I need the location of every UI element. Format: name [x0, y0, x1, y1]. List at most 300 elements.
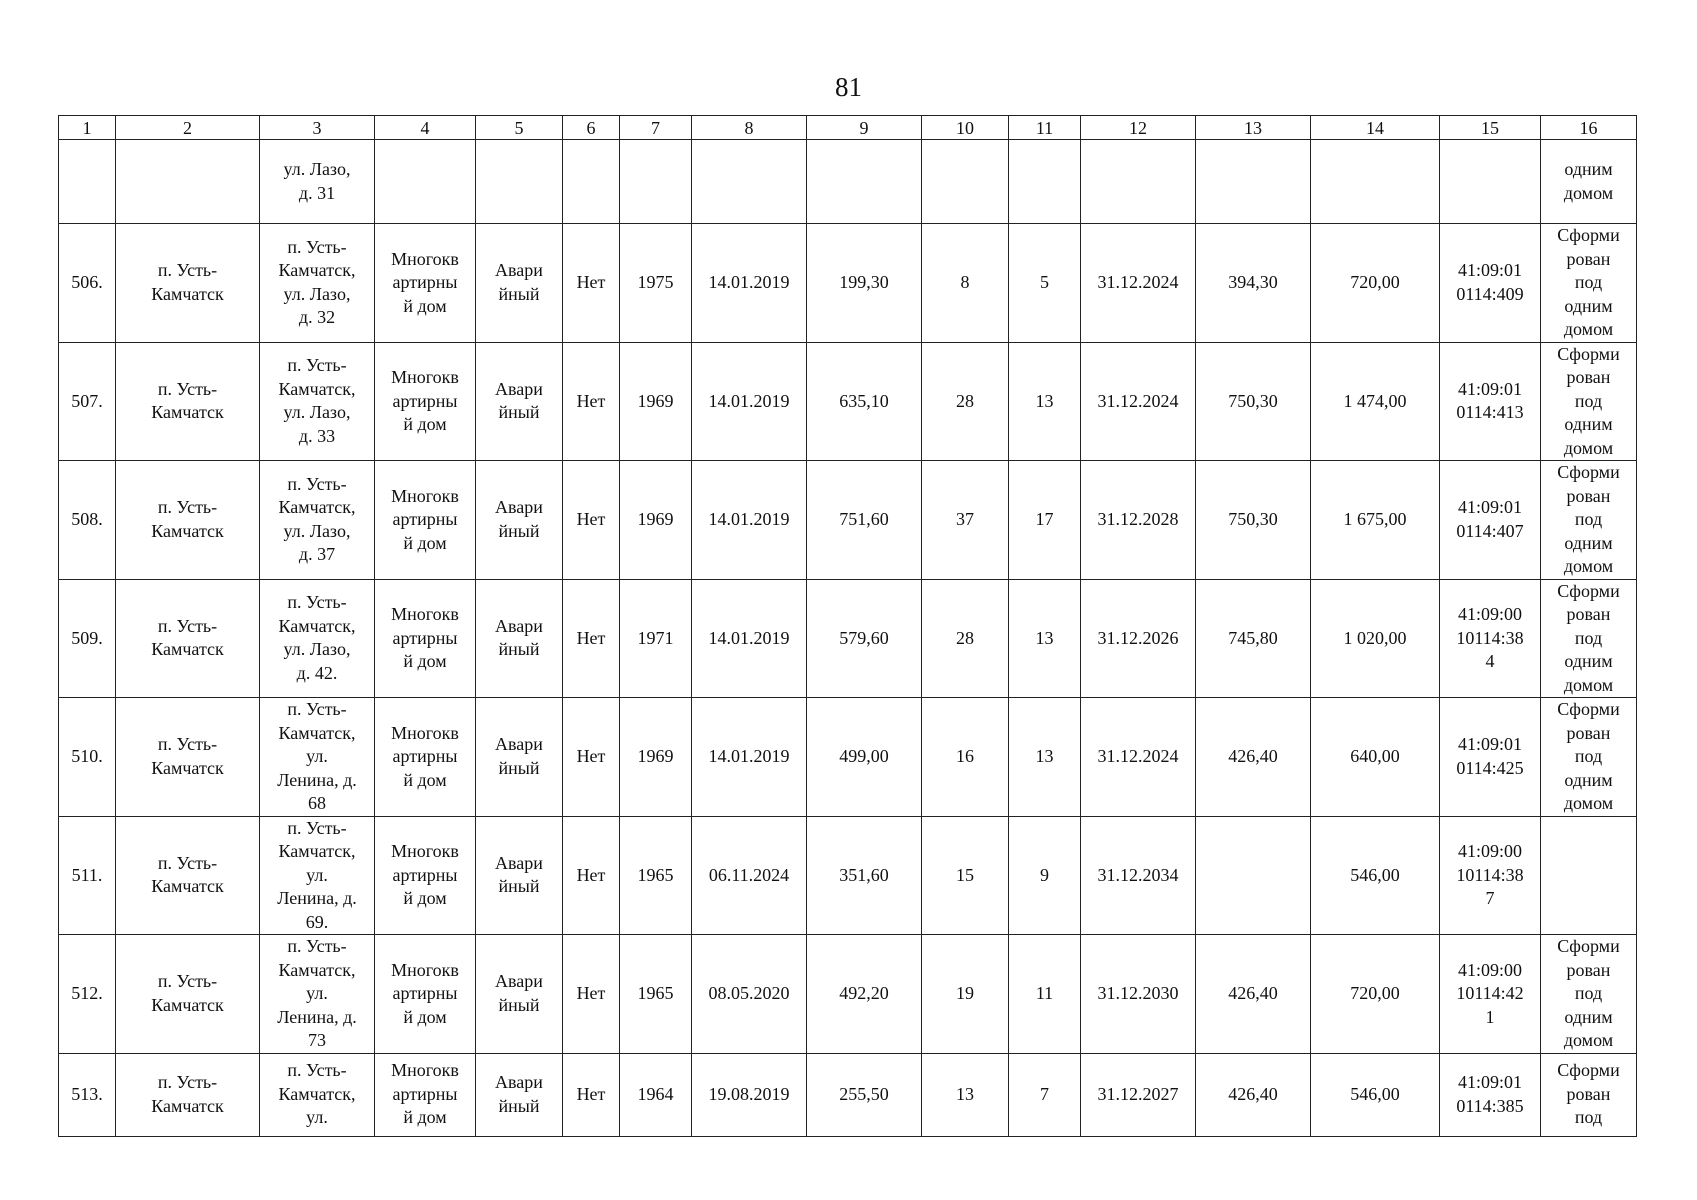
row-number-cell [59, 698, 116, 817]
building-type-text: Многокв артирны й дом [391, 604, 459, 671]
note-cell [1541, 140, 1637, 224]
area-text: 635,10 [839, 390, 889, 411]
residents-text: 37 [956, 509, 974, 529]
cadastral-number-cell [1440, 935, 1541, 1054]
note-cell [1541, 461, 1637, 580]
year-built-text: 1975 [637, 272, 674, 292]
column-13-text: 426,40 [1228, 746, 1278, 766]
column-14-cell [1311, 816, 1440, 935]
building-type-cell [375, 935, 476, 1054]
settlement-text: п. Усть- Камчатск [151, 615, 224, 660]
cadastral-number-text: 41:09:01 0114:409 [1456, 260, 1524, 304]
column-header: 13 [1196, 116, 1311, 140]
column-header: 10 [922, 116, 1009, 140]
recognition-date-text: 14.01.2019 [708, 390, 790, 411]
area-cell [807, 224, 922, 343]
empty-cell [1081, 140, 1196, 224]
empty-cell [59, 140, 116, 224]
column-header: 12 [1081, 116, 1196, 140]
cadastral-number-text: 41:09:00 10114:42 1 [1456, 959, 1524, 1027]
column-header: 6 [563, 116, 620, 140]
flag-text: Нет [576, 627, 606, 648]
flag-text: Нет [576, 746, 606, 766]
condition-text: Авари йный [495, 734, 543, 778]
units-cell [1009, 935, 1081, 1054]
column-13-text: 394,30 [1228, 272, 1278, 292]
year-built-text: 1969 [637, 390, 674, 411]
deadline-text: 31.12.2024 [1097, 272, 1179, 292]
note-cell [1541, 1053, 1637, 1136]
residents-cell [922, 342, 1009, 461]
note-text: Сформи рован под [1557, 1060, 1620, 1128]
area-cell [807, 342, 922, 461]
recognition-date-cell [692, 461, 807, 580]
flag-text: Нет [576, 390, 606, 411]
column-13-cell [1196, 342, 1311, 461]
settlement-text: п. Усть- Камчатск [151, 852, 224, 897]
residents-text: 8 [960, 272, 970, 292]
deadline-cell [1081, 224, 1196, 343]
row-number-cell [59, 816, 116, 935]
column-header: 7 [620, 116, 692, 140]
building-type-text: Многокв артирны й дом [391, 841, 459, 908]
column-14-cell [1311, 1053, 1440, 1136]
units-cell [1009, 816, 1081, 935]
deadline-text: 31.12.2030 [1097, 983, 1179, 1003]
note-cell [1541, 342, 1637, 461]
address-text: п. Усть- Камчатск, ул. Ленина, д. 73 [277, 936, 357, 1050]
area-text: 751,60 [839, 509, 889, 529]
column-14-text: 1 675,00 [1343, 509, 1407, 529]
column-13-cell [1196, 698, 1311, 817]
note-cell [1541, 698, 1637, 817]
building-type-text: Многокв артирны й дом [391, 1060, 459, 1128]
units-text: 5 [1040, 272, 1049, 292]
column-13-cell [1196, 935, 1311, 1054]
settlement-cell [116, 816, 260, 935]
recognition-date-cell [692, 579, 807, 698]
year-built-cell [620, 698, 692, 817]
row-number-text: 507. [71, 390, 103, 411]
cadastral-number-cell [1440, 579, 1541, 698]
residents-cell [922, 461, 1009, 580]
building-type-cell [375, 342, 476, 461]
cadastral-number-text: 41:09:01 0114:385 [1456, 1072, 1524, 1116]
deadline-text: 31.12.2024 [1097, 746, 1179, 766]
cadastral-number-text: 41:09:01 0114:425 [1456, 734, 1524, 778]
empty-cell [1009, 140, 1081, 224]
units-text: 13 [1035, 627, 1054, 648]
condition-cell [476, 461, 563, 580]
recognition-date-text: 14.01.2019 [708, 272, 790, 292]
recognition-date-text: 14.01.2019 [708, 509, 790, 529]
address-cell [260, 1053, 375, 1136]
address-cell [260, 461, 375, 580]
column-14-text: 720,00 [1350, 272, 1400, 292]
page-number: 81 [835, 72, 862, 102]
area-cell [807, 816, 922, 935]
row-number-cell [59, 935, 116, 1054]
deadline-text: 31.12.2028 [1097, 509, 1179, 529]
address-text: п. Усть- Камчатск, ул. Лазо, д. 37 [278, 473, 356, 565]
units-cell [1009, 342, 1081, 461]
residents-cell [922, 698, 1009, 817]
flag-cell [563, 1053, 620, 1136]
settlement-cell [116, 342, 260, 461]
cadastral-number-cell [1440, 342, 1541, 461]
units-text: 17 [1035, 509, 1054, 529]
address-text: п. Усть- Камчатск, ул. Лазо, д. 33 [278, 355, 356, 446]
settlement-cell [116, 579, 260, 698]
year-built-text: 1965 [637, 864, 674, 885]
units-cell [1009, 698, 1081, 817]
year-built-cell [620, 579, 692, 698]
condition-text: Авари йный [495, 615, 543, 660]
year-built-cell [620, 816, 692, 935]
flag-cell [563, 342, 620, 461]
empty-cell [807, 140, 922, 224]
column-14-text: 1 474,00 [1343, 390, 1407, 411]
recognition-date-cell [692, 816, 807, 935]
address-cell [260, 140, 375, 224]
residents-text: 16 [956, 746, 974, 766]
flag-cell [563, 461, 620, 580]
cadastral-number-text: 41:09:01 0114:413 [1456, 378, 1524, 423]
area-cell [807, 461, 922, 580]
note-cell [1541, 816, 1637, 935]
address-cell [260, 816, 375, 935]
flag-text: Нет [576, 864, 606, 885]
address-text: п. Усть- Камчатск, ул. Ленина, д. 68 [277, 699, 357, 813]
condition-cell [476, 1053, 563, 1136]
year-built-text: 1971 [637, 627, 674, 648]
area-cell [807, 935, 922, 1054]
flag-text: Нет [576, 1083, 606, 1104]
area-text: 351,60 [839, 864, 889, 885]
empty-cell [375, 140, 476, 224]
row-number-text: 511. [71, 864, 103, 885]
area-cell [807, 579, 922, 698]
empty-cell [563, 140, 620, 224]
column-14-cell [1311, 461, 1440, 580]
building-type-text: Многокв артирны й дом [391, 959, 459, 1027]
note-text: Сформи рован под одним домом [1557, 580, 1620, 695]
note-cell [1541, 224, 1637, 343]
recognition-date-cell [692, 224, 807, 343]
column-header: 14 [1311, 116, 1440, 140]
column-14-text: 1 020,00 [1343, 627, 1407, 648]
column-13-text: 750,30 [1228, 509, 1278, 529]
cadastral-number-cell [1440, 461, 1541, 580]
column-header: 16 [1541, 116, 1637, 140]
column-header: 15 [1440, 116, 1541, 140]
recognition-date-text: 19.08.2019 [708, 1083, 790, 1104]
building-type-cell [375, 461, 476, 580]
units-text: 7 [1040, 1083, 1049, 1104]
condition-text: Авари йный [495, 852, 543, 897]
address-cell [260, 342, 375, 461]
flag-cell [563, 816, 620, 935]
column-header: 3 [260, 116, 375, 140]
recognition-date-text: 14.01.2019 [708, 746, 790, 766]
settlement-cell [116, 461, 260, 580]
area-text: 492,20 [839, 983, 889, 1003]
condition-text: Авари йный [495, 497, 543, 541]
building-type-cell [375, 698, 476, 817]
year-built-cell [620, 1053, 692, 1136]
settlement-text: п. Усть- Камчатск [151, 378, 224, 423]
column-13-text: 426,40 [1228, 983, 1278, 1003]
condition-text: Авари йный [495, 378, 543, 423]
deadline-text: 31.12.2024 [1097, 390, 1179, 411]
table-row [59, 935, 1637, 1054]
row-number-cell [59, 1053, 116, 1136]
units-text: 13 [1035, 746, 1054, 766]
column-13-text: 426,40 [1228, 1083, 1278, 1104]
year-built-text: 1965 [637, 983, 674, 1003]
units-cell [1009, 461, 1081, 580]
column-number-row [59, 116, 1637, 140]
settlement-text: п. Усть- Камчатск [151, 971, 224, 1015]
flag-cell [563, 224, 620, 343]
flag-cell [563, 698, 620, 817]
residents-cell [922, 579, 1009, 698]
column-13-cell [1196, 816, 1311, 935]
column-14-cell [1311, 935, 1440, 1054]
column-header: 9 [807, 116, 922, 140]
year-built-text: 1964 [637, 1083, 674, 1104]
residents-text: 28 [956, 390, 974, 411]
recognition-date-text: 08.05.2020 [708, 983, 790, 1003]
building-type-cell [375, 579, 476, 698]
cadastral-number-text: 41:09:00 10114:38 4 [1456, 604, 1524, 671]
condition-text: Авари йный [495, 1072, 543, 1116]
deadline-text: 31.12.2027 [1097, 1083, 1179, 1104]
year-built-cell [620, 461, 692, 580]
column-header: 4 [375, 116, 476, 140]
deadline-cell [1081, 816, 1196, 935]
row-number-text: 513. [71, 1083, 103, 1104]
building-type-cell [375, 1053, 476, 1136]
area-text: 499,00 [839, 746, 889, 766]
row-number-text: 506. [71, 272, 103, 292]
condition-cell [476, 935, 563, 1054]
cadastral-number-text: 41:09:00 10114:38 7 [1456, 841, 1524, 908]
residents-text: 13 [956, 1083, 974, 1104]
column-14-text: 640,00 [1350, 746, 1400, 766]
units-text: 13 [1035, 390, 1054, 411]
condition-cell [476, 579, 563, 698]
row-number-text: 508. [71, 509, 103, 529]
condition-text: Авари йный [495, 971, 543, 1015]
flag-text: Нет [576, 272, 606, 292]
column-14-text: 720,00 [1350, 983, 1400, 1003]
year-built-text: 1969 [637, 509, 674, 529]
address-cell [260, 224, 375, 343]
residents-text: 15 [956, 864, 974, 885]
empty-cell [692, 140, 807, 224]
cadastral-number-text: 41:09:01 0114:407 [1456, 497, 1524, 541]
column-13-cell [1196, 224, 1311, 343]
recognition-date-text: 06.11.2024 [708, 864, 790, 885]
column-13-text: 750,30 [1228, 390, 1278, 411]
empty-cell [922, 140, 1009, 224]
table-row [59, 1053, 1637, 1136]
row-number-text: 512. [71, 983, 103, 1003]
column-header: 8 [692, 116, 807, 140]
building-type-text: Многокв артирны й дом [391, 485, 459, 553]
column-14-cell [1311, 698, 1440, 817]
deadline-cell [1081, 698, 1196, 817]
address-text: п. Усть- Камчатск, ул. Лазо, д. 42. [278, 592, 356, 683]
settlement-cell [116, 224, 260, 343]
column-13-cell [1196, 461, 1311, 580]
condition-cell [476, 698, 563, 817]
settlement-text: п. Усть- Камчатск [151, 260, 224, 304]
recognition-date-cell [692, 698, 807, 817]
column-header: 11 [1009, 116, 1081, 140]
table-row [59, 698, 1637, 817]
recognition-date-cell [692, 935, 807, 1054]
empty-cell [476, 140, 563, 224]
condition-cell [476, 816, 563, 935]
flag-cell [563, 579, 620, 698]
deadline-cell [1081, 579, 1196, 698]
row-number-cell [59, 461, 116, 580]
row-number-cell [59, 224, 116, 343]
area-text: 199,30 [839, 272, 889, 292]
residents-cell [922, 224, 1009, 343]
recognition-date-text: 14.01.2019 [708, 627, 790, 648]
note-text: Сформи рован под одним домом [1557, 699, 1620, 813]
deadline-text: 31.12.2026 [1097, 627, 1179, 648]
units-cell [1009, 579, 1081, 698]
empty-cell [1196, 140, 1311, 224]
condition-cell [476, 342, 563, 461]
year-built-cell [620, 342, 692, 461]
note-text: Сформи рован под одним домом [1557, 343, 1620, 458]
units-text: 11 [1035, 983, 1054, 1003]
column-14-cell [1311, 224, 1440, 343]
column-14-cell [1311, 579, 1440, 698]
note-text: Сформи рован под одним домом [1557, 462, 1620, 576]
address-text: п. Усть- Камчатск, ул. Лазо, д. 32 [278, 236, 356, 328]
note-text: одним домом [1563, 159, 1614, 203]
note-cell [1541, 579, 1637, 698]
year-built-text: 1969 [637, 746, 674, 766]
empty-cell [620, 140, 692, 224]
cadastral-number-cell [1440, 1053, 1541, 1136]
building-type-text: Многокв артирны й дом [391, 367, 459, 434]
row-number-cell [59, 342, 116, 461]
settlement-text: п. Усть- Камчатск [151, 497, 224, 541]
area-text: 579,60 [839, 627, 889, 648]
table-row [59, 816, 1637, 935]
cadastral-number-cell [1440, 224, 1541, 343]
settlement-cell [116, 698, 260, 817]
deadline-cell [1081, 342, 1196, 461]
area-text: 255,50 [839, 1083, 889, 1104]
housing-register-table [58, 115, 1637, 1137]
row-number-cell [59, 579, 116, 698]
empty-cell [1440, 140, 1541, 224]
table-row [59, 224, 1637, 343]
deadline-text: 31.12.2034 [1097, 864, 1179, 885]
address-cell [260, 698, 375, 817]
table-row [59, 461, 1637, 580]
column-header: 1 [59, 116, 116, 140]
building-type-text: Многокв артирны й дом [391, 248, 459, 316]
address-text: п. Усть- Камчатск, ул. [278, 1060, 356, 1128]
settlement-text: п. Усть- Камчатск [151, 734, 224, 778]
deadline-cell [1081, 1053, 1196, 1136]
deadline-cell [1081, 461, 1196, 580]
area-cell [807, 1053, 922, 1136]
year-built-cell [620, 224, 692, 343]
continuation-row [59, 140, 1637, 224]
column-header: 5 [476, 116, 563, 140]
note-text: Сформи рован под одним домом [1557, 225, 1620, 339]
empty-cell [1311, 140, 1440, 224]
column-14-cell [1311, 342, 1440, 461]
table-row [59, 579, 1637, 698]
residents-cell [922, 1053, 1009, 1136]
address-text: п. Усть- Камчатск, ул. Ленина, д. 69. [277, 817, 357, 932]
units-cell [1009, 1053, 1081, 1136]
recognition-date-cell [692, 1053, 807, 1136]
column-14-text: 546,00 [1350, 864, 1400, 885]
residents-text: 28 [956, 627, 974, 648]
column-14-text: 546,00 [1350, 1083, 1400, 1104]
settlement-text: п. Усть- Камчатск [151, 1072, 224, 1116]
note-text: Сформи рован под одним домом [1557, 936, 1620, 1050]
column-13-cell [1196, 1053, 1311, 1136]
year-built-cell [620, 935, 692, 1054]
residents-cell [922, 935, 1009, 1054]
settlement-cell [116, 935, 260, 1054]
table-row [59, 342, 1637, 461]
cadastral-number-cell [1440, 816, 1541, 935]
building-type-text: Многокв артирны й дом [391, 722, 459, 790]
flag-text: Нет [576, 509, 606, 529]
units-text: 9 [1040, 864, 1049, 885]
condition-text: Авари йный [495, 260, 543, 304]
cadastral-number-cell [1440, 698, 1541, 817]
deadline-cell [1081, 935, 1196, 1054]
empty-cell [116, 140, 260, 224]
note-cell [1541, 935, 1637, 1054]
row-number-text: 509. [71, 627, 103, 648]
address-cell [260, 579, 375, 698]
building-type-cell [375, 224, 476, 343]
row-number-text: 510. [71, 746, 103, 766]
area-cell [807, 698, 922, 817]
settlement-cell [116, 1053, 260, 1136]
address-text: ул. Лазо, д. 31 [283, 159, 351, 203]
column-13-text: 745,80 [1228, 627, 1278, 648]
column-header: 2 [116, 116, 260, 140]
flag-text: Нет [576, 983, 606, 1003]
recognition-date-cell [692, 342, 807, 461]
address-cell [260, 935, 375, 1054]
residents-text: 19 [956, 983, 974, 1003]
units-cell [1009, 224, 1081, 343]
column-13-cell [1196, 579, 1311, 698]
building-type-cell [375, 816, 476, 935]
residents-cell [922, 816, 1009, 935]
condition-cell [476, 224, 563, 343]
flag-cell [563, 935, 620, 1054]
